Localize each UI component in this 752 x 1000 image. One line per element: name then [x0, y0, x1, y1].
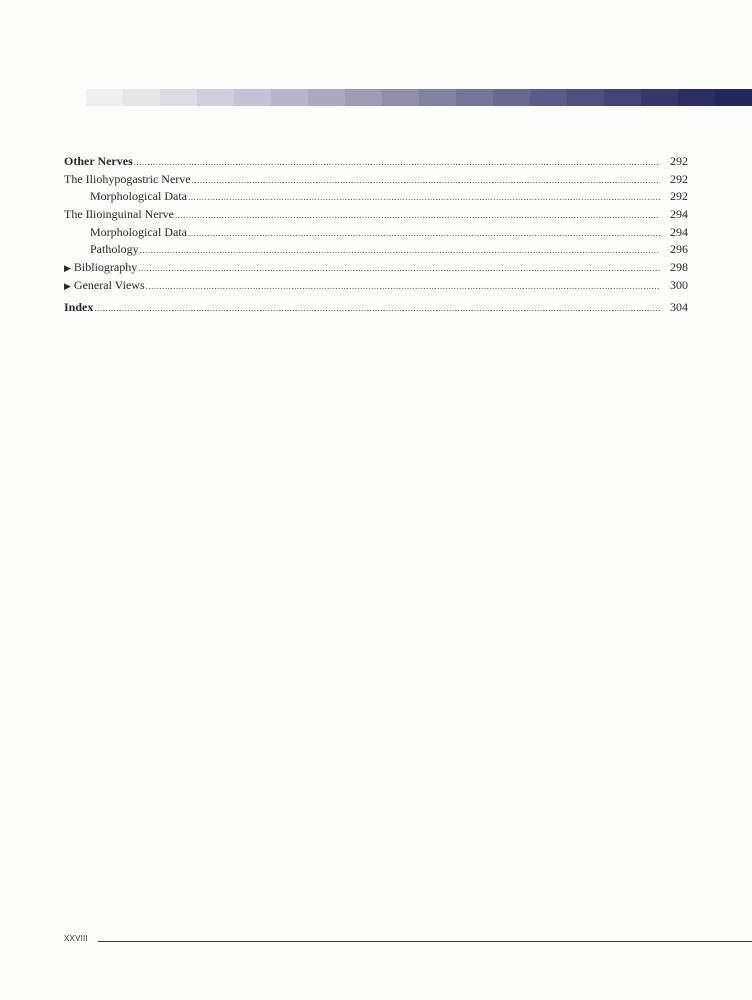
toc-entry-morphological-data[interactable] [64, 188, 688, 206]
toc-entry-label: The Ilioinguinal Nerve [64, 207, 174, 222]
band-segment [234, 89, 271, 106]
band-segment [530, 89, 567, 106]
dot-leader [134, 154, 660, 172]
toc-entry-page: 304 [670, 299, 688, 314]
toc-entry-label: Pathology [90, 242, 139, 257]
band-segment [715, 89, 752, 106]
toc-entry-page: 294 [670, 207, 688, 222]
band-segment [86, 89, 123, 106]
dot-leader [138, 260, 660, 278]
triangle-right-icon: ▶ [64, 263, 71, 274]
toc-entry-pathology[interactable] [64, 241, 688, 259]
toc-entry-page: 292 [670, 154, 688, 168]
toc-entry-bibliography[interactable] [64, 259, 688, 277]
toc-entry-label: Other Nerves [64, 154, 133, 168]
toc-entry-general-views[interactable] [64, 277, 688, 295]
toc-entry-label: The Iliohypogastric Nerve [64, 171, 191, 186]
toc-entry-label: Morphological Data [90, 224, 187, 239]
band-segment [456, 89, 493, 106]
dot-leader [140, 242, 660, 260]
page-number: XXVIII [64, 934, 88, 943]
band-segment [419, 89, 456, 106]
toc-entry-index[interactable] [64, 299, 688, 317]
toc-entry-label [64, 259, 137, 278]
dot-leader [188, 225, 660, 243]
toc-entry-page: 296 [670, 242, 688, 257]
dot-leader [146, 278, 660, 296]
band-segment [197, 89, 234, 106]
band-segment [567, 89, 604, 106]
toc-entry-other-nerves[interactable] [64, 153, 688, 171]
band-segment [308, 89, 345, 106]
dot-leader [94, 300, 660, 318]
band-segment [271, 89, 308, 106]
band-segment [123, 89, 160, 106]
table-of-contents [64, 153, 688, 316]
toc-entry-label [64, 277, 145, 296]
dot-leader [188, 189, 660, 207]
toc-entry-page: 292 [670, 171, 688, 186]
triangle-right-icon: ▶ [64, 280, 71, 291]
toc-entry-page: 294 [670, 224, 688, 239]
band-segment [345, 89, 382, 106]
toc-entry-page: 300 [670, 277, 688, 292]
toc-entry-iliohypogastric-nerve[interactable] [64, 171, 688, 189]
toc-entry-ilioinguinal-nerve[interactable] [64, 206, 688, 224]
band-segment [493, 89, 530, 106]
footer-rule [98, 941, 752, 942]
dot-leader [175, 207, 660, 225]
toc-entry-page: 298 [670, 260, 688, 275]
dot-leader [192, 172, 660, 190]
toc-entry-label: Index [64, 299, 94, 314]
band-segment [604, 89, 641, 106]
toc-entry-text: General Views [73, 277, 145, 292]
toc-entry-text: Bibliography [73, 260, 138, 275]
band-segment [678, 89, 715, 106]
header-gradient-band [86, 89, 752, 106]
toc-entry-label: Morphological Data [90, 189, 187, 204]
toc-entry-morphological-data[interactable] [64, 224, 688, 242]
band-segment [641, 89, 678, 106]
toc-entry-page: 292 [670, 189, 688, 204]
band-segment [382, 89, 419, 106]
band-segment [160, 89, 197, 106]
